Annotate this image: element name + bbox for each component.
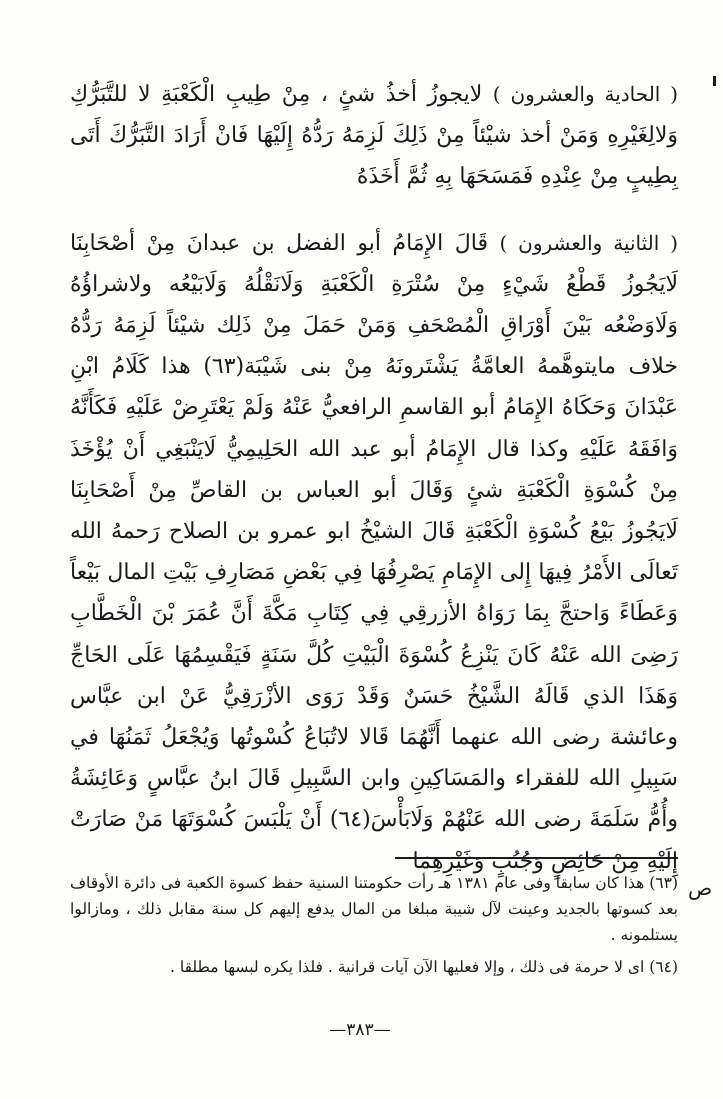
paragraph-22-heading: ( الثانية والعشرون ) bbox=[499, 230, 678, 255]
paragraph-22 bbox=[70, 223, 678, 882]
footnote-divider bbox=[395, 857, 678, 859]
margin-mark: ص bbox=[688, 876, 713, 900]
paragraph-22-body: قَالَ الإِمَامُ أبو الفضل بن عبدانَ مِنْ أصْحَابِنَا لَايَجُوزُ قَطْعُ شَيْءٍ مِنْ سُتْرَةِ الْكَعْبَةِ وَلَانَقْلُهُ وَلَابَيْعُه ولاشراؤُهُ وَلَاوَضْعُه بَيْنَ أَوْرَاقِ الْمُصْحَفِ وَمَنْ حَمَلَ مِنْ ذَلِك شيْئاً لَزِمَهُ رَدُّهُ خلاف مايتوهَّمهُ العامَّةُ يَشْتَرونَهُ مِنْ بنى شَيْبَة(٦٣) هذا كَلَامُ ابْنِ عَبْدَانَ وَحَكَاهُ الإِمَامُ أبو القاسمِ الرافعيُّ عَنْهُ وَلَمْ يَعْتَرِضْ عَلَيْهِ فَكَأَنَّهُ وَافَقَهُ عَلَيْهِ وكذا قال الإِمَامُ أبو عبد الله الحَلِيمِيُّ لَايَنْبَغِي أَنْ يُؤْخَذَ مِنْ كُسْوَةِ الْكَعْبَةِ شئٍ وَقَالَ أبو العباس بن القاصِّ مِنْ أَصْحَابِنَا لَايَجُوزُ بَيْعُ كُسْوَةِ الْكَعْبَةِ قَالَ الشيْخُ ابو عمرو بن الصلاح رَحمهُ الله تَعالَى الأَمْرُ فِيهَا إِلى الإِمَامِ يَصْرِفُهَا فِي بَعْضِ مَصَارِفِ بَيْتِ المال بَيْعاً وَعَطَاءً وَاحتجَّ بِمَا رَوَاهُ الأزرقِي فِي كِتَابِ مَكَّةَ أَنَّ عُمَرَ بْنَ الْخَطَّابِ رَضِىَ الله عَنْهُ كَانَ يَنْزِعُ كُسْوَةَ الْبَيْتِ كُلَّ سَنَةٍ فَيَقْسِمُهَا عَلَى الحَاجِّ وَهَذَا الذي قَالَهُ الشَّيْخُ حَسَنٌ وَقَدْ رَوَى الأزْرَقِيُّ عَنْ ابن عبَّاس وعائشة رضى الله عنهما أَنَّهُمَا قَالا لاتُبَاعُ كُسْوتُها وَيُجْعَلُ ثَمَنُهَا في سَبِيلِ الله للفقراء والمَسَاكِينِ وابن السَّبِيلِ قَالَ ابنُ عبَّاسٍ وَعَائِشَةُ وأُمُّ سَلَمَةَ رضى الله عَنْهُمْ وَلَابَأْسَ(٦٤) أَنْ يَلْبَسَ كُسْوَتَهَا مَنْ صَارَتْ إِلَيْهِ مِنْ حَائِضٍ وَجُنُبٍ وَغَيْرِهِمَا bbox=[70, 230, 679, 874]
paragraph-21 bbox=[70, 74, 678, 198]
paragraph-21-heading: ( الحادية والعشرون ) bbox=[492, 82, 678, 106]
footnotes bbox=[70, 870, 678, 980]
main-text bbox=[70, 74, 678, 882]
footnote-63: (٦٣) هذا كان سابقا وفى عام ١٣٨١ هـ رأت حكومتنا السنية حفظ كسوة الكعبة فى دائرة الأوقاف بعد كسوتها بالجديد وعينت لآل شيبة مبلغا من المال يدفع إليهم كل سنة مقابل ذلك ، ومازالوا يستلمونه . bbox=[69, 874, 678, 944]
paragraph-21-body: لايجوزُ أخذُ شئٍ ، مِنْ طِيبِ الْكَعْبَةِ لا للتَّبَرُّكِ وَلالِغَيْرِهِ وَمَنْ أخذ شيْئاً مِنْ ذَلِكَ لَزِمَهُ رَدُّهُ إِلَيْهَا فَانْ أَرَادَ التَّبَرُّكَ أَتَى بِطِيبٍ مِنْ عِنْدِهِ فَمَسَحَهَا بِهِ ثُمَّ أَخَذَهُ bbox=[70, 82, 678, 190]
footnote-64: (٦٤) اى لا حرمة فى ذلك ، وإلا فعليها الآن آيات قرانية . فلذا يكره لبسها مطلقا . bbox=[170, 958, 678, 976]
page-number: —٣٨٣— bbox=[329, 1020, 391, 1040]
page-edge-mark bbox=[713, 76, 716, 86]
